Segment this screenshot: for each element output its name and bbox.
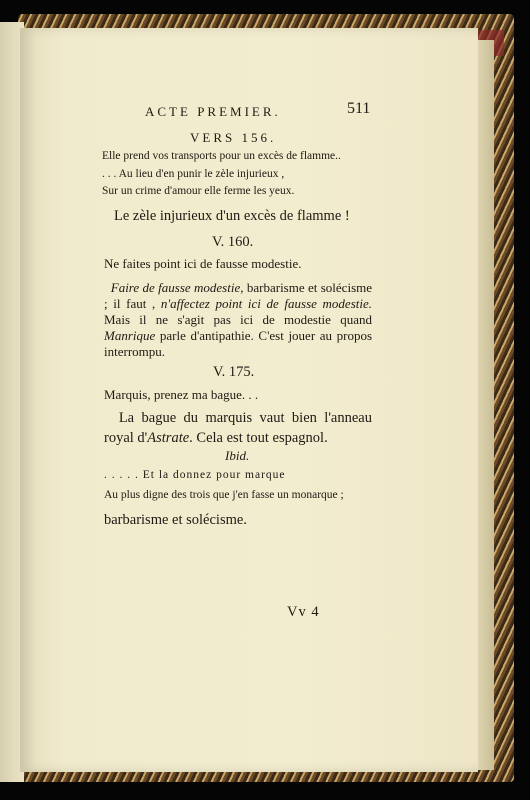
comment3-text1: La bague du marquis vaut bien l'anneau royal d'	[104, 410, 372, 446]
italic-manrique: Manrique	[104, 328, 156, 343]
comment-barbarisme: barbarisme et solécisme.	[104, 512, 247, 528]
heading-ibid-text: Ibid.	[225, 448, 250, 463]
quote4-line2: Au plus digne des trois que j'en fasse un monarque ;	[104, 489, 344, 501]
heading-vers-156: VERS 156.	[190, 130, 277, 145]
quote1-line2: . . . Au lieu d'en punir le zèle injurieux ,	[102, 168, 285, 180]
quote1-line1: Elle prend vos transports pour un excès de flamme..	[102, 150, 341, 162]
heading-v175: V. 175.	[213, 364, 255, 380]
heading-ibid	[225, 448, 249, 464]
comment-zele: Le zèle injurieux d'un excès de flamme !	[114, 208, 350, 224]
comment3-text2: . Cela est tout espagnol.	[189, 430, 328, 446]
italic-faire: Faire de fausse modestie	[110, 280, 241, 295]
quote1-line3: Sur un crime d'amour elle ferme les yeux.	[102, 185, 295, 197]
running-head: ACTE PREMIER.	[145, 104, 281, 119]
comment-modestie	[104, 280, 372, 360]
italic-affectez: n'affectez point ici de fausse modestie.	[160, 296, 372, 311]
heading-v160: V. 160.	[212, 234, 254, 250]
quote-bague: Marquis, prenez ma bague. . .	[104, 387, 259, 402]
comment2-text3: parle d'antipathie. C'est jouer au propos interrompu.	[104, 328, 372, 359]
signature-mark: Vv 4	[287, 604, 320, 620]
italic-astrate: Astrate	[147, 430, 190, 446]
quote4-line1: . . . . . Et la donnez pour marque	[104, 469, 286, 481]
comment2-text1: , barbarisme et solécisme ; il faut ,	[104, 280, 373, 311]
comment2-text2: Mais il ne s'agit pas ici de modestie quand	[104, 312, 372, 327]
page-edges	[478, 40, 494, 770]
page-number: 511	[347, 100, 371, 117]
comment-bague	[104, 408, 372, 448]
quote-modestie: Ne faites point ici de fausse modestie.	[104, 256, 302, 271]
